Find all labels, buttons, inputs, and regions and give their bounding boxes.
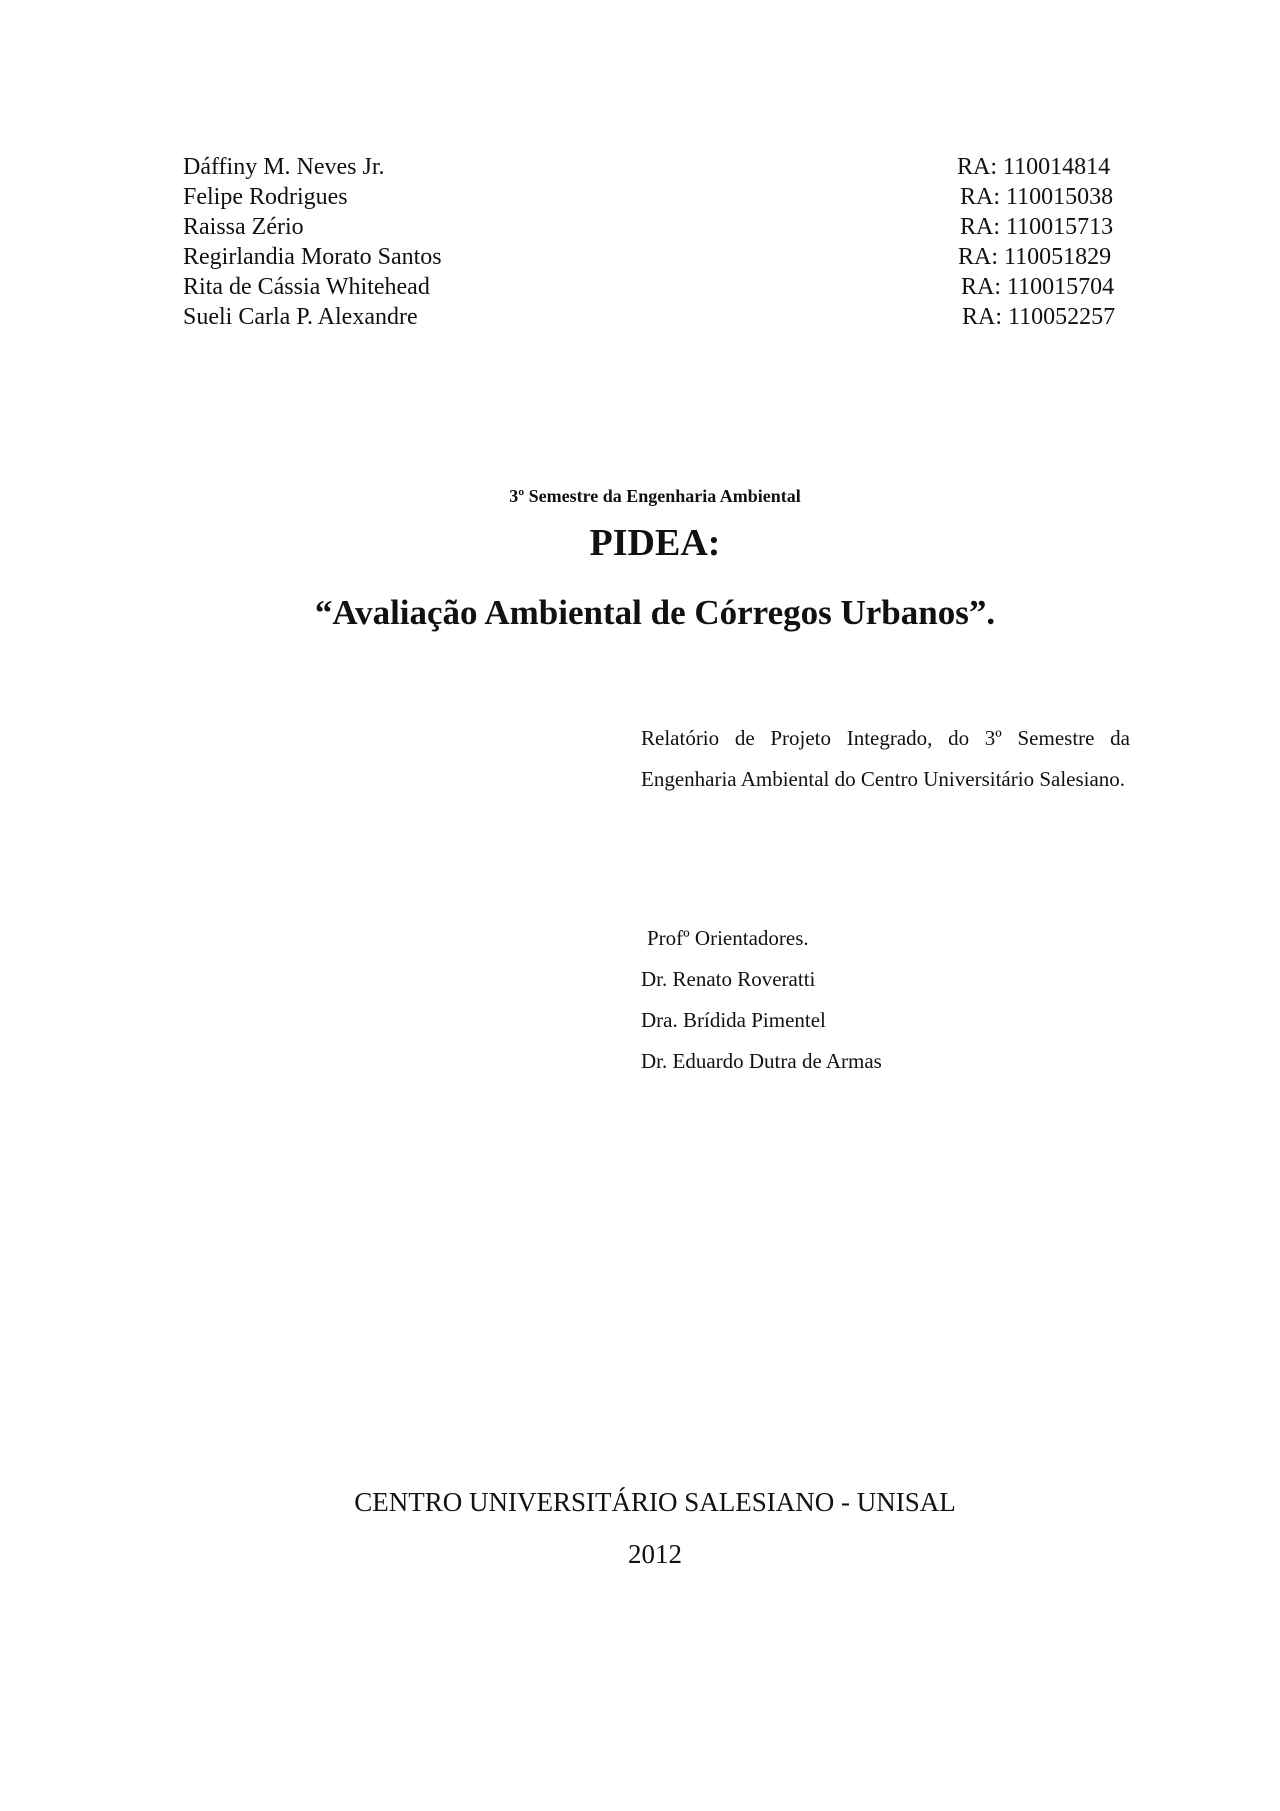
document-subtitle: “Avaliação Ambiental de Córregos Urbanos”.	[314, 593, 996, 632]
author-name: Felipe Rodrigues	[183, 184, 348, 210]
author-name: Raissa Zério	[183, 214, 304, 240]
author-row	[183, 272, 1128, 302]
author-row	[183, 182, 1128, 212]
author-row	[183, 212, 1128, 242]
author-ra: RA: 110015704	[961, 274, 1115, 300]
report-description: Relatório de Projeto Integrado, do 3º Semestre da Engenharia Ambiental do Centro Universitário Salesiano.	[641, 726, 1130, 791]
author-ra: RA: 110052257	[962, 304, 1116, 330]
author-name: Regirlandia Morato Santos	[183, 244, 442, 270]
author-ra: RA: 110051829	[958, 244, 1112, 270]
document-title: PIDEA:	[589, 522, 721, 564]
advisor-name: Dra. Brídida Pimentel	[641, 1008, 826, 1032]
publication-year: 2012	[628, 1539, 682, 1569]
author-name: Dáffiny M. Neves Jr.	[183, 154, 385, 180]
author-ra: RA: 110014814	[957, 154, 1111, 180]
author-row	[183, 152, 1128, 182]
advisors-heading: Profº Orientadores.	[647, 926, 809, 950]
author-row	[183, 302, 1128, 332]
institution-name: CENTRO UNIVERSITÁRIO SALESIANO - UNISAL	[354, 1487, 956, 1517]
advisor-name: Dr. Renato Roveratti	[641, 967, 816, 991]
author-list	[183, 152, 1128, 332]
author-row	[183, 242, 1128, 272]
author-ra: RA: 110015038	[960, 184, 1114, 210]
author-name: Rita de Cássia Whitehead	[183, 274, 430, 300]
author-ra: RA: 110015713	[960, 214, 1114, 240]
advisor-block	[641, 918, 1130, 1082]
author-name: Sueli Carla P. Alexandre	[183, 304, 418, 330]
semester-line: 3º Semestre da Engenharia Ambiental	[509, 486, 801, 506]
advisor-name: Dr. Eduardo Dutra de Armas	[641, 1049, 882, 1073]
